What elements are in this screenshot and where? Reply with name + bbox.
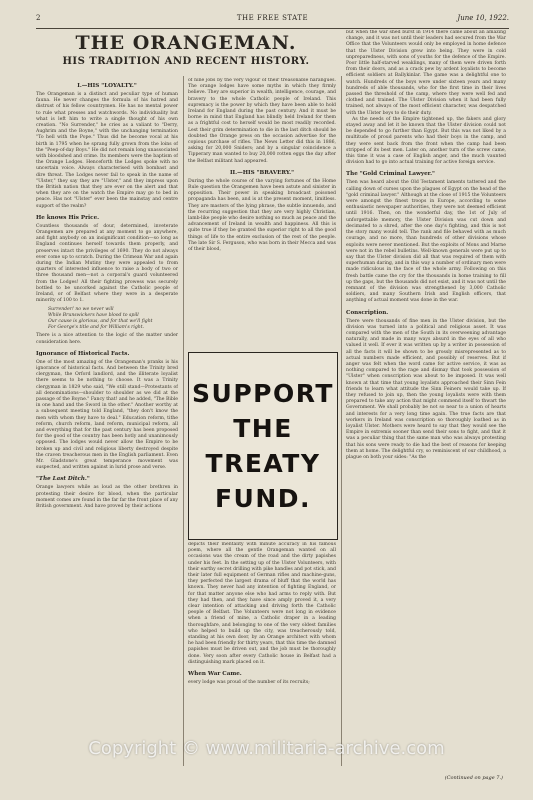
section-heading: The "Gold Criminal Lawyer." — [346, 171, 435, 178]
copyright-watermark: Copyright © www.militaria-archive.com — [88, 738, 445, 759]
section-heading: He knows His Price. — [36, 214, 100, 221]
column-divider — [183, 76, 184, 766]
section-body: The Orangeman is a distinct and peculiar type of human fauna. He never changes the formula of his hatred and distrust of his fellow countrymen. He has no mental power to rule what presses and watchwords. No individuality but what is left him to write a single thought of his own creation. "No Surrender," he cries as a valiant to "Derry, Aughrim and the Boyne," with the unchanging termination "To hell with the Pope." Thus did he become vocal at his birth in 1795 when he sprang fully grown from the loins of the "Peep-of-day Boys." He did not remain long unassociated with bloodshed and crime. Its members were the baptism of the Orange Lodges. Henceforth the Lodges spoke with no uncertain voice. Always characterised with bombast and dire threat. The Lodges never fail to speak in the name of "Ulster," they say they are "Ulster," and they impress upon the British nation that they are ever on the alert and that when they are on the watch the Empire may go to bed in peace. Has not "Ulster" ever been the mainstay and centre support of the realm? — [36, 92, 178, 209]
publication-name: THE FREE STATE — [236, 14, 309, 22]
section-body: One of the most amazing of the Orangeman's pranks is his ignorance of historical facts. And between the Trinity bred clergyman, the Orford landlord, and the illiterate loyalist there seems to be nothing to choose. It was a Trinity clergyman in 1829 who said, "We still stand—Protestants of all denominations—shoulder to shoulder as we did at the passage of the Boyne." Fancy that! and he added, "The Bible in one hand and the Sword in the other." Another worthy at a subsequent meeting told England, "they don't know the men with whom they have to deal." Education reform, tithe reform, church reform, land reform, municipal reform, all and everything that for the past century has been proposed for the good of the country has been hotly and unanimously opposed. The lodges would never allow the Empire to be broken up and civil and religious liberty destroyed despite the craven treacherous men in the English parliament. Even Mr. Gladstone's great temperance movement was suspected, and written against in lurid prose and verse. — [36, 359, 178, 471]
section-body: Countless thousands of dour, determined, inveterate Orangemen are prepared at any moment to go anywhere, and fight anybody on an insignificant condition—so long as England continues herself towards them properly, and preserves intact the privileges of 1690. They do not always ever come up to scratch. During the Crimean War and again during the Indian Mutiny they were appealed to from quarters of interested influence to raise a body of two or three thousand men—not a corporal's guard volunteered from the Lodges! All their fighting prowess was securely bottled to be uncorked against the Catholic people of Ireland, or of Belfast where they were in a desperate minority of 100 to 1. — [36, 223, 178, 304]
section-body: During the whole course of the varying fortunes of the Home Rule question the Orangemen have been astute and sinister in opposition. Their power in speaking broadcast poisoned propaganda has been, and is at the present moment, limitless. They are masters of the lying phrase, the subtle innuendo, and the recurring suggestion that they are very highly Christian, lamb-like people who desire nothing so much as peace and the advancement of Ireland in wealth and happiness. All this is quite true if they be granted the superior right to all the good things of life to the entire exclusion of the rest of the people. The late Sir S. Ferguson, who was born in their Mecca and was of their blood, — [188, 178, 336, 253]
section-heading: II.—HIS "BRAVERY." — [229, 169, 295, 176]
article-subtitle: HIS TRADITION AND RECENT HISTORY. — [62, 56, 310, 67]
page-number: 2 — [36, 14, 41, 22]
section-body: As the needs of the Empire tightened up, the fakers and glory stayed away and let it be known that the Ulster division could not be depended to go further than Egypt. But this was not liked by a multitude of proud parents who had their boys in the camp, and they were sent back from the front when the camp had been stripped of its best men. Later on, another turn of the screw came, this time it was a case of English anger, and the much vaunted division had to go into actual training for active foreign service. — [346, 116, 506, 166]
verse-quote: Surrender! no we never will While Brunswickers have blood to spill Our cause is glorious, and for that we'll fight For George's title and for William's right. — [48, 306, 153, 331]
section-body: but when the war shed burst in 1914 there came about an amazing change, and it was not until their leaders had secured from the War Office that the Volunteers would only be employed in home defence that the Ulster Division grew into being. They were in cold unpreparedness, with sons of youths for the defence of the Empire. Poor little half-starved weaklings, many of them were driven forth from their doors, and as a crack pew by ardent loyalists to become efficient soldiers at Ballykinlar. The game was a delightful one to watch. Hundreds of the boys were under sixteen years and many hundreds of able thousands, who for the first time in their lives passed the threshold of the camp, where they were well fed and clothed and trained. The Ulster Division when it had been fully trained, not always of the most efficient character, was despatched with the Ulster boys to do their duty. — [346, 30, 506, 116]
issue-date: June 10, 1922. — [457, 14, 509, 22]
section-heading: "The Last Ditch." — [36, 476, 90, 483]
continued-notice: (Continued on page 7.) — [444, 775, 503, 781]
left-column — [36, 78, 178, 768]
section-body: There were thousands of fine men in the Ulster division, but the division was turned into a political and religious asset. It was compared with the men of the South in its overweening advantage naturally, and made in many ways absurd in the eyes of all who valued it well. If ever it was written up by a writer in possession of all the facts it will be shown to be grossly misrepresented as to actual numbers made efficient, and possibly of reserves. But if anger was felt when the word came for active service, it was as nothing compared to the rage and dismay that took possession of "Ulster" when conscription was about to be imposed. It was well known at that time that young loyalists approached their Sinn Fein friends to learn what attitude the Sinn Feiners would take up. If they refused to join up, then the young loyalists were with them prepared to take any action that might commend itself to thwart the Government. We shall probably be not so near to a union of hearts and interests for a very long time again. The true facts are that workers in Ireland was conscription so thoroughly loathed as in loyalist Ulster. Mothers were heard to say that they would see the Empire in extremis sooner than send their sons to fight, and that it was a peculiar thing that the same man who was always protesting that his sons were ready to die had the best of reasons for keeping them at home. The delightful cry, so reminiscent of our childhood, a plague on both your sides: "As the — [346, 318, 506, 460]
support-box-line: TREATY — [205, 449, 321, 478]
article-title-block — [36, 32, 336, 67]
support-treaty-fund-box — [188, 352, 338, 540]
column-divider — [341, 76, 342, 766]
section-heading: Conscription. — [346, 309, 389, 316]
middle-column-top — [188, 78, 336, 350]
section-body: every lodge was proud of the number of its recruits; — [188, 680, 310, 686]
section-heading: Ignorance of Historical Facts. — [36, 350, 130, 357]
article-title: THE ORANGEMAN. — [75, 32, 297, 54]
middle-column-bottom — [188, 542, 336, 768]
page-header — [36, 12, 509, 26]
support-box-line: SUPPORT — [192, 379, 334, 408]
section-body: of nine jobs by the very vigour of their treasonable harangues. The orange lodges have some myths in which they firmly believe. They are superior in wealth, intelligence, courage, and bravery to the whole Catholic people of Ireland. This supremacy is the power by which they have been able to hold Ireland for England during the past century. And it must be borne in mind that England has blindly held Ireland for them as a frightful cost to herself would be most readily recorded. Lest their grim determination to die in the last ditch should be doubted the Orange press on the occasion advertise for the copious purchase of rifles. The News Letter did this in 1886, asking for 20,000 Sniders; and by a singular coincidence a Tipperary man wanted to buy 20,000 rotten eggs the day after the Belfast militant had appeared. — [188, 78, 336, 164]
section-body: There is a nice attention to the logic of the matter under consideration here. — [36, 333, 178, 345]
section-heading: I.—HIS "LOYALTY." — [77, 83, 137, 89]
support-box-line: THE — [233, 414, 293, 443]
section-body: depicts their mentality with minute accuracy in his famous poem, where all the gentle Orangeman wanted on all occasions was the cream of the road and the dirty papishes under his feet. In the setting up of the Ulster Volunteers, with their earthy secret drilling with pike handles and pot stick, and their later full equipment of German rifles and machine-guns, they perfected the largest drama of bluff that the world has known. They never had any intention of fighting England, or for that matter anyone else who had arms to reply with. But they had then, and they have since amply proved it, a very clear intention of attacking and driving forth the Catholic people of Belfast. The Volunteers were not long in evidence when a friend of mine, a Catholic draper in a leading thoroughfare, and belonging to one of the very oldest families who helped to build up the city, was treacherously told, standing at his own door, by an Orange architect with whom he had been friendly for thirty years, that this time the damned papishes must be driven out, and the job must be thoroughly done. Very soon after every Catholic house in Belfast had a distinguishing mark placed on it. — [188, 542, 336, 665]
section-heading: When War Came. — [188, 671, 242, 678]
header-rule — [36, 28, 509, 29]
section-body: Then was heard about the Old Testament laments tattered and the calling down of curses upon the plagues of Egypt on the head of the "gold criminal lawyer." Although at the close of 1915 the Volunteers were amongst the finest troops in Europe, according to some enthusiastic newspaper authorities, they were not deemed efficient until 1916. Then, on the wonderful day, the 1st of July of unforgettable memory, the Ulster Division was cut down and decimated to a shred, after the one day's fighting, and this is not the story many would tell. The rank and file behaved with as much courage, and no more, than hundreds of other divisions whose exploits were never mentioned. But the exploits of Mons and Marne were not in the rebel bulletins. Well-known generals were put up to say that the Ulster division did all that was required of them with superhuman daring, and in this way a number of ordinary men were made ridiculous in the face of the whole army. Following on this fresh battle came the cry for the thousands in home training to fill up the gaps, but the thousands did not exist, and it was not until the remnant of the division was strengthened by 3,000 Catholic soldiers, and many Southern Irish and English officers, that anything of actual moment was done in the war. — [346, 180, 506, 304]
right-column — [346, 30, 506, 772]
section-body: Orange lawyers while as loud as the other brethren in protesting their desire for blood, when the particular moment comes are found in the far far the front place of any British government. And have proved by their actions — [36, 485, 178, 509]
support-box-line: FUND. — [214, 484, 312, 513]
